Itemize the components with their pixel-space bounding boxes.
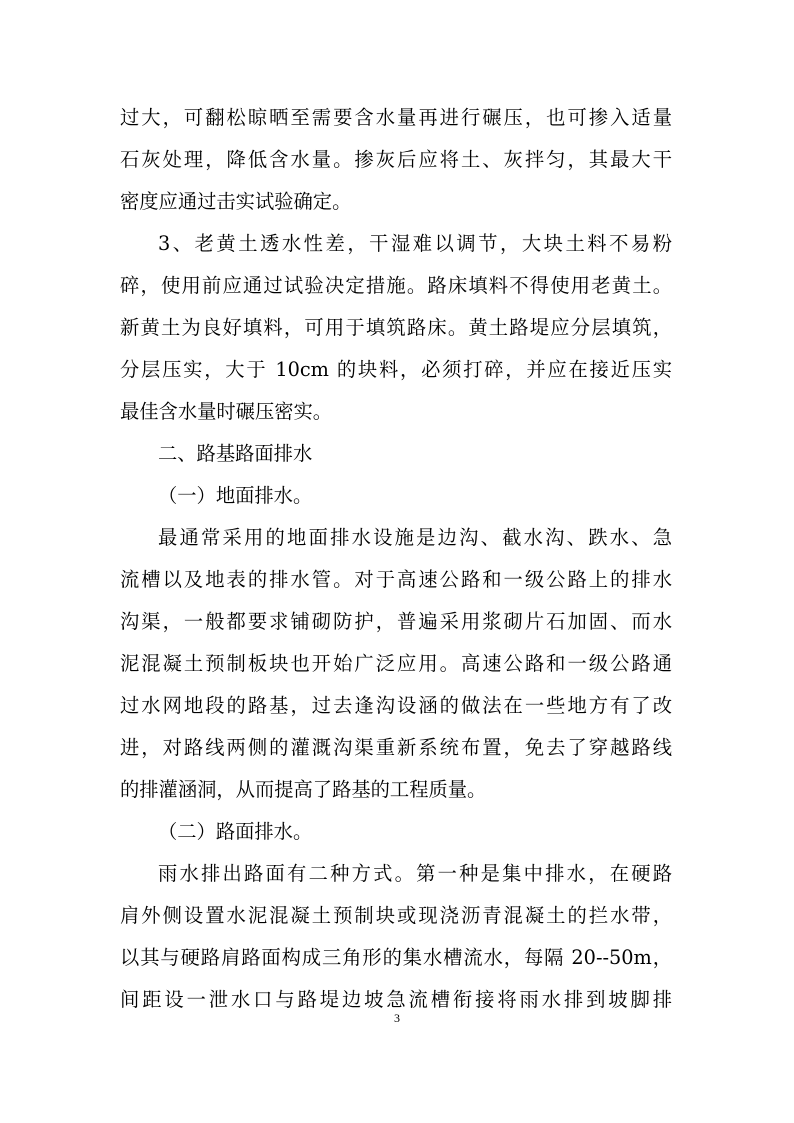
paragraph-line: 间距设一泄水口与路堤边坡急流槽衔接将雨水排到坡脚排 [120,988,672,1011]
page-number: 3 [394,1011,400,1025]
paragraph-line: 流槽以及地表的排水管。对于高速公路和一级公路上的排水 [120,568,672,591]
paragraph-line: 碎，使用前应通过试验决定措施。路床填料不得使用老黄土。 [120,274,672,297]
paragraph-line: 过水网地段的路基，过去逢沟设涵的做法在一些地方有了改 [120,694,672,717]
subsection-heading: （二）路面排水。 [158,820,313,843]
section-heading: 二、路基路面排水 [158,442,313,465]
paragraph-line: 进，对路线两侧的灌溉沟渠重新系统布置，免去了穿越路线 [120,736,672,759]
paragraph-line: 过大，可翻松晾晒至需要含水量再进行碾压，也可掺入适量 [120,106,672,129]
paragraph-line: 沟渠，一般都要求铺砌防护，普遍采用浆砌片石加固、而水 [120,610,672,633]
paragraph-line: 泥混凝土预制板块也开始广泛应用。高速公路和一级公路通 [120,652,672,675]
paragraph-line: 密度应通过击实试验确定。 [120,190,352,213]
paragraph-line: 雨水排出路面有二种方式。第一种是集中排水，在硬路 [158,862,672,885]
paragraph-line: 以其与硬路肩路面构成三角形的集水槽流水，每隔 20--50m， [120,946,672,969]
paragraph-line: 分层压实，大于 10cm 的块料，必须打碎，并应在接近压实 [120,358,672,381]
paragraph-line: 新黄土为良好填料，可用于填筑路床。黄土路堤应分层填筑， [120,316,672,339]
subsection-heading: （一）地面排水。 [158,484,313,507]
paragraph-line: 3、老黄土透水性差，干湿难以调节，大块土料不易粉 [158,232,672,255]
paragraph-line: 的排灌涵洞，从而提高了路基的工程质量。 [120,778,487,801]
paragraph-line: 肩外侧设置水泥混凝土预制块或现浇沥青混凝土的拦水带， [120,904,672,927]
paragraph-line: 石灰处理，降低含水量。掺灰后应将土、灰拌匀，其最大干 [120,148,672,171]
paragraph-line: 最佳含水量时碾压密实。 [120,400,333,423]
paragraph-line: 最通常采用的地面排水设施是边沟、截水沟、跌水、急 [158,526,672,549]
